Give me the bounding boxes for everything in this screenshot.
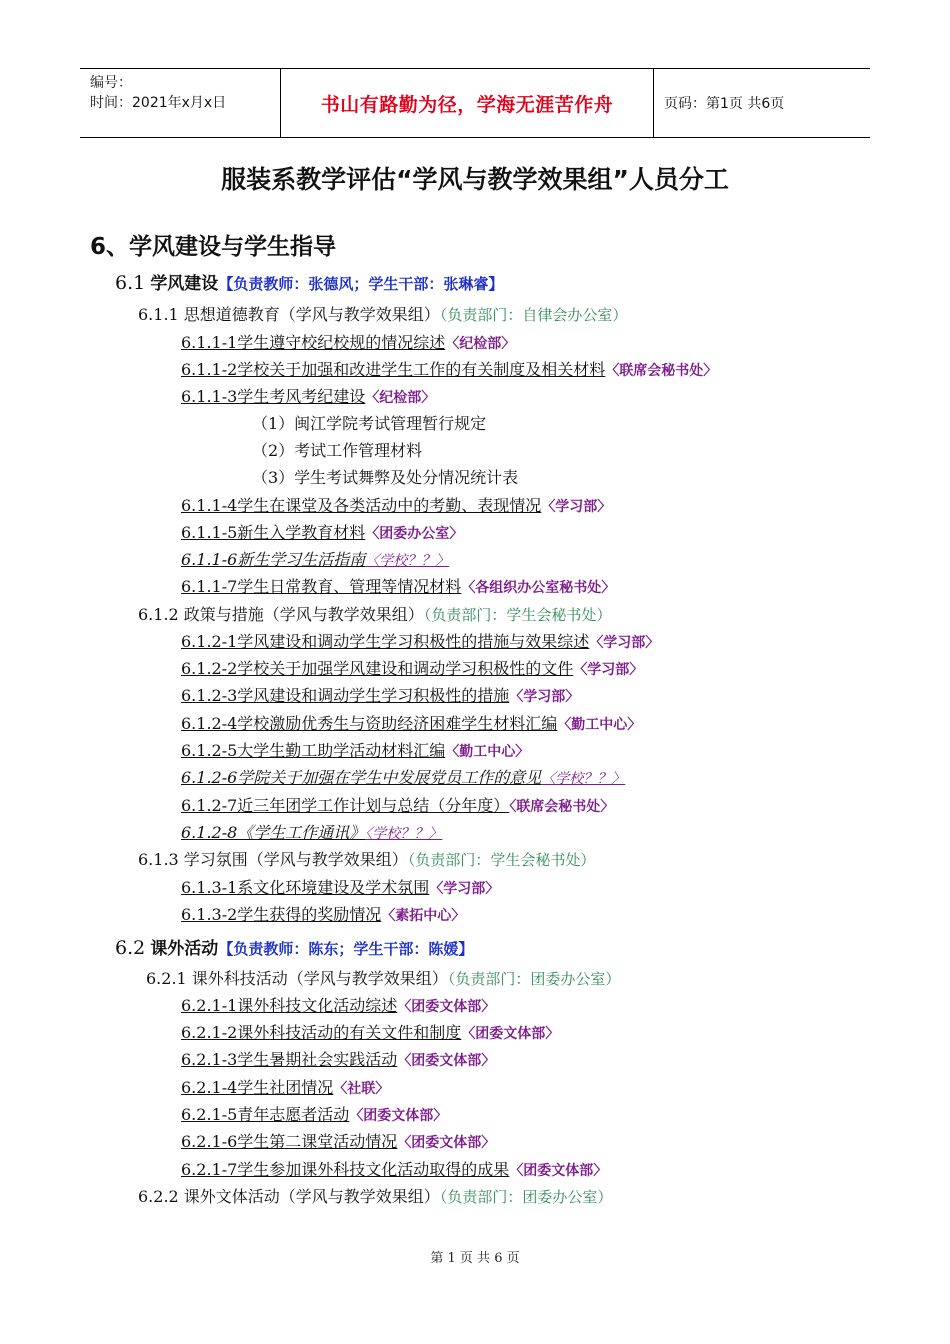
item-text: 6.1.2-2学校关于加强学风建设和调动学习积极性的文件	[181, 659, 574, 678]
item-text: 6.1.2-8《学生工作通讯》	[181, 823, 366, 842]
item-text: 6.1.2-4学校激励优秀生与资助经济困难学生材料汇编	[181, 714, 558, 733]
list-item[interactable]	[181, 822, 442, 845]
item-text: 6.1.2-7近三年团学工作计划与总结（分年度）	[181, 796, 510, 815]
item-dept: 〈勤工中心〉	[557, 717, 642, 733]
item-dept: 〈团委文体部〉	[397, 999, 496, 1015]
item-dept: 〈社联〉	[333, 1081, 390, 1097]
list-item[interactable]	[181, 1049, 495, 1072]
item-dept: 〈团委办公室〉	[365, 526, 464, 542]
list-item[interactable]	[181, 359, 717, 382]
item-dept: 〈学校？？〉	[365, 553, 450, 569]
list-item[interactable]	[181, 631, 659, 654]
subsection-dept: （负责部门：团委办公室）	[439, 1188, 613, 1206]
item-text: 6.2.1-4学生社团情况	[181, 1078, 334, 1097]
list-item[interactable]	[181, 877, 499, 900]
item-dept: 〈纪检部〉	[445, 336, 516, 352]
page-footer: 第 1 页 共 6 页	[430, 1251, 520, 1266]
item-text: 6.1.2-5大学生勤工助学活动材料汇编	[181, 741, 446, 760]
item-text: 6.1.2-6学院关于加强在学生中发展党员工作的意见	[181, 768, 542, 787]
slogan: 书山有路勤为径，学海无涯苦作舟	[320, 93, 614, 116]
list-item[interactable]	[181, 332, 515, 355]
list-item[interactable]	[181, 576, 615, 599]
list-item[interactable]	[181, 713, 641, 736]
list-item[interactable]	[181, 904, 465, 927]
header-left-cell	[80, 69, 280, 137]
item-text: 6.1.1-7学生日常教育、管理等情况材料	[181, 577, 462, 596]
item-dept: 〈学习部〉	[589, 635, 660, 651]
item-text: 6.2.1-5青年志愿者活动	[181, 1105, 350, 1124]
item-text: 6.2.1-2课外科技活动的有关文件和制度	[181, 1023, 462, 1042]
item-dept: 〈各组织办公室秘书处〉	[461, 580, 616, 596]
subsection-dept: （负责部门：学生会秘书处）	[423, 606, 612, 624]
item-text: 6.2.1-3学生暑期社会实践活动	[181, 1050, 398, 1069]
item-dept: 〈团委文体部〉	[349, 1108, 448, 1124]
item-text: 6.2.1-6学生第二课堂活动情况	[181, 1132, 398, 1151]
list-item[interactable]	[181, 995, 495, 1018]
list-item[interactable]	[181, 1104, 447, 1127]
list-item[interactable]	[181, 549, 449, 572]
subsection-6-1-2	[138, 604, 611, 626]
header-page-info: 页码：第1页 共6页	[664, 96, 785, 112]
subsection-6-1-1	[138, 304, 627, 326]
section-6-1-heading	[115, 272, 503, 295]
item-dept: 〈学习部〉	[541, 499, 612, 515]
item-text: 6.1.3-1系文化环境建设及学术氛围	[181, 878, 430, 897]
section-6-heading: 6、学风建设与学生指导	[90, 234, 337, 260]
item-dept: 〈团委文体部〉	[397, 1053, 496, 1069]
list-item[interactable]	[181, 386, 435, 409]
list-item[interactable]	[181, 767, 625, 790]
list-item[interactable]	[181, 1159, 607, 1182]
item-dept: 〈学习部〉	[509, 689, 580, 705]
item-dept: 〈学习部〉	[573, 662, 644, 678]
item-dept: 〈素拓中心〉	[381, 908, 466, 924]
subsection-dept: （负责部门：自律会办公室）	[439, 306, 628, 324]
list-item[interactable]	[181, 522, 463, 545]
item-dept: 〈学习部〉	[429, 881, 500, 897]
section-num: 6.2	[115, 937, 146, 959]
sub-list-item: （2）考试工作管理材料	[252, 441, 423, 460]
item-text: 6.1.1-4学生在课堂及各类活动中的考勤、表现情况	[181, 496, 542, 515]
item-dept: 〈联席会秘书处〉	[509, 799, 615, 815]
list-item[interactable]	[181, 1022, 559, 1045]
sub-list-item: （3）学生考试舞弊及处分情况统计表	[252, 468, 519, 487]
number-label: 编号：	[90, 75, 132, 91]
sub-list-item: （1）闽江学院考试管理暂行规定	[252, 414, 487, 433]
section-note: 【负责教师：张德风；学生干部：张琳睿】	[218, 275, 504, 293]
subsection-6-1-3	[138, 849, 595, 871]
list-item[interactable]	[181, 658, 643, 681]
list-item[interactable]	[181, 1131, 495, 1154]
section-name: 学风建设	[150, 274, 219, 294]
item-dept: 〈团委文体部〉	[509, 1163, 608, 1179]
list-item[interactable]	[181, 495, 611, 518]
section-6-2-heading	[115, 937, 473, 960]
item-dept: 〈团委文体部〉	[397, 1135, 496, 1151]
subsection-title: 6.1.1 思想道德教育（学风与教学效果组）	[138, 305, 440, 324]
subsection-dept: （负责部门：学生会秘书处）	[407, 851, 596, 869]
time-label: 时间：2021年x月x日	[90, 95, 227, 111]
subsection-6-2-1	[146, 968, 620, 990]
item-dept: 〈勤工中心〉	[445, 744, 530, 760]
item-dept: 〈学校？？〉	[365, 826, 443, 842]
section-name: 课外活动	[150, 939, 219, 959]
item-dept: 〈纪检部〉	[365, 390, 436, 406]
list-item[interactable]	[181, 740, 529, 763]
list-item[interactable]	[181, 795, 614, 818]
item-text: 6.2.1-7学生参加课外科技文化活动取得的成果	[181, 1160, 510, 1179]
item-dept: 〈团委文体部〉	[461, 1026, 560, 1042]
list-item[interactable]	[181, 1077, 389, 1100]
item-text: 6.2.1-1课外科技文化活动综述	[181, 996, 398, 1015]
document-title: 服装系教学评估“学风与教学效果组”人员分工	[221, 165, 729, 194]
subsection-title: 6.2.1 课外科技活动（学风与教学效果组）	[146, 969, 448, 988]
subsection-dept: （负责部门：团委办公室）	[447, 970, 621, 988]
subsection-title: 6.2.2 课外文体活动（学风与教学效果组）	[138, 1187, 440, 1206]
item-dept: 〈联席会秘书处〉	[605, 363, 718, 379]
item-text: 6.1.1-1学生遵守校纪校规的情况综述	[181, 333, 446, 352]
item-text: 6.1.1-3学生考风考纪建设	[181, 387, 366, 406]
item-text: 6.1.1-6新生学习生活指南	[181, 550, 366, 569]
subsection-title: 6.1.2 政策与措施（学风与教学效果组）	[138, 605, 424, 624]
list-item[interactable]	[181, 685, 579, 708]
subsection-title: 6.1.3 学习氛围（学风与教学效果组）	[138, 850, 408, 869]
subsection-6-2-2	[138, 1186, 612, 1208]
item-dept: 〈学校？？〉	[541, 771, 626, 787]
item-text: 6.1.2-1学风建设和调动学生学习积极性的措施与效果综述	[181, 632, 590, 651]
item-text: 6.1.3-2学生获得的奖励情况	[181, 905, 382, 924]
section-note: 【负责教师：陈东；学生干部：陈媛】	[218, 940, 474, 958]
item-text: 6.1.1-5新生入学教育材料	[181, 523, 366, 542]
header-slogan-cell	[280, 69, 654, 137]
header-table	[80, 68, 870, 138]
item-text: 6.1.1-2学校关于加强和改进学生工作的有关制度及相关材料	[181, 360, 606, 379]
item-text: 6.1.2-3学风建设和调动学生学习积极性的措施	[181, 686, 510, 705]
section-num: 6.1	[115, 272, 146, 294]
